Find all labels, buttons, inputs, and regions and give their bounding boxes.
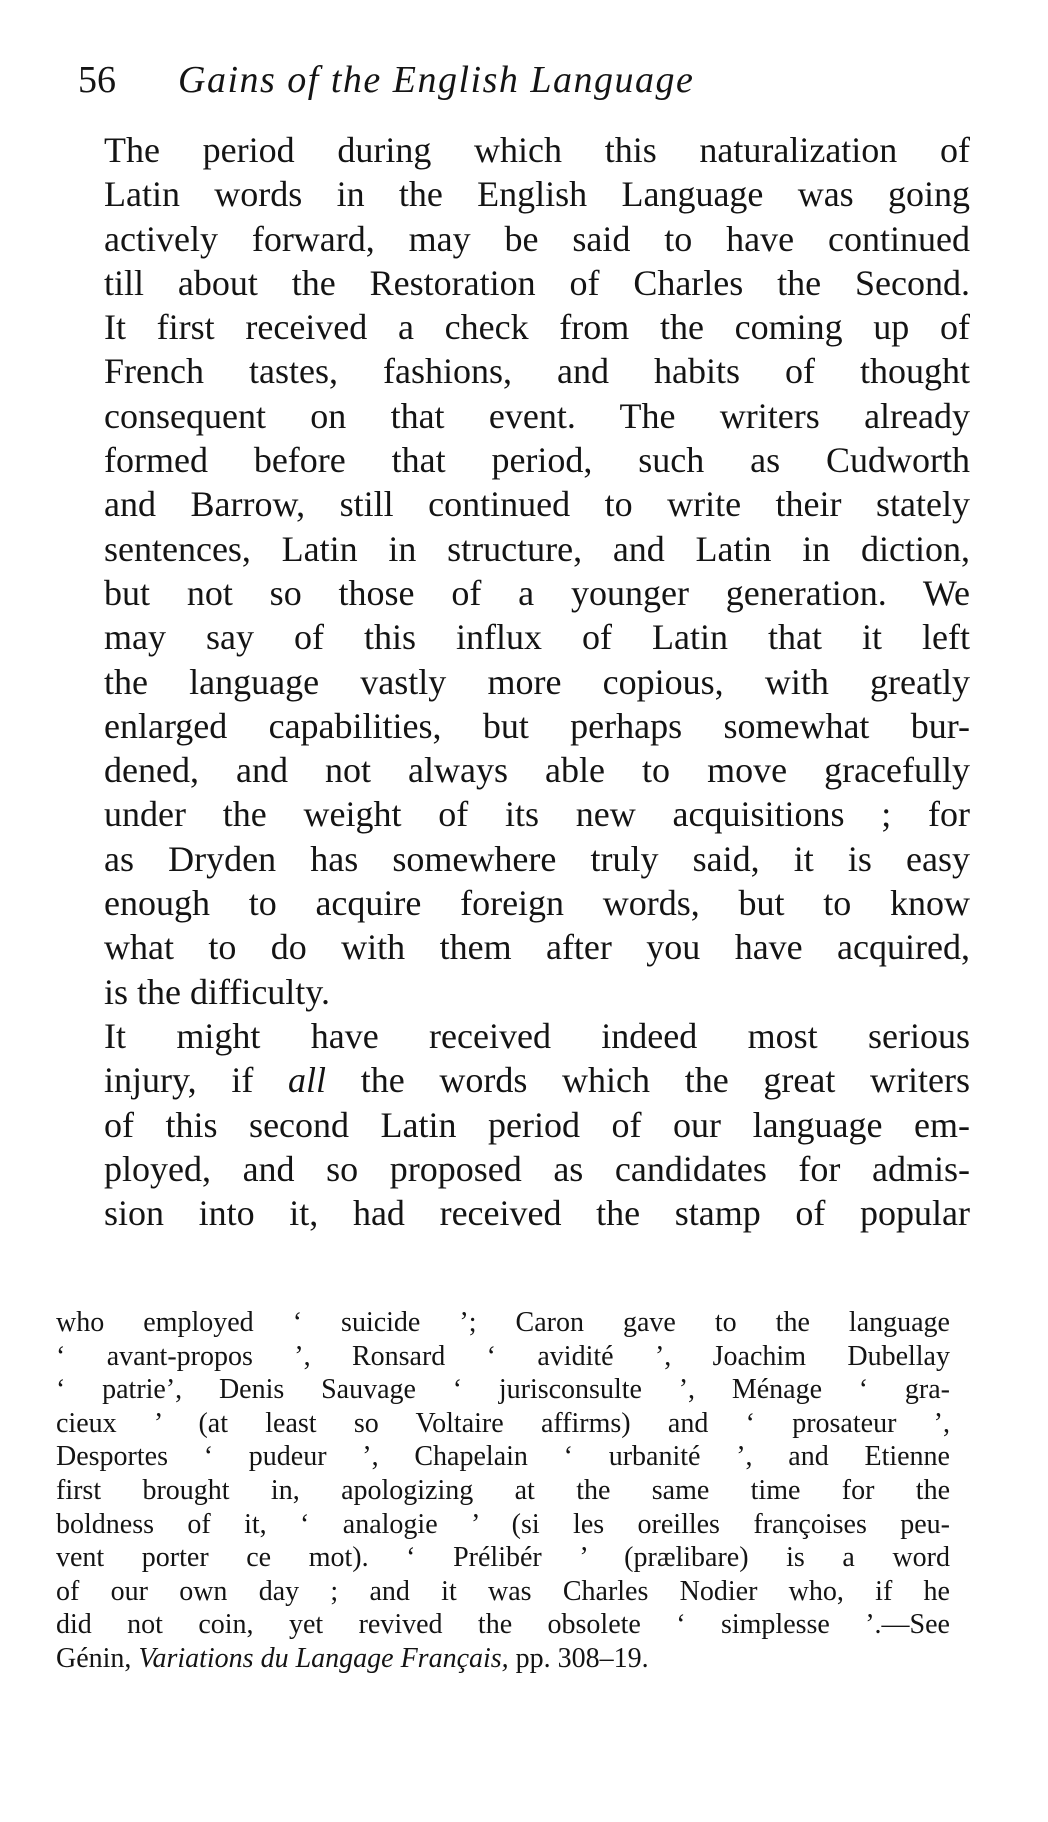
text-line: the language vastly more copious, with greatly — [104, 661, 970, 702]
footnote-line: who employed ‘ suicide ’; Caron gave to the language — [56, 1307, 950, 1338]
text-line: under the weight of its new acquisitions ; for — [104, 794, 970, 835]
footnote-line: vent porter ce mot). ‘ Prélibér ’ (prælibare) is a word — [56, 1542, 950, 1574]
main-text — [58, 128, 970, 1235]
footnote-line: Desportes ‘ pudeur ’, Chapelain ‘ urbanité ’, and Etienne — [56, 1441, 950, 1473]
text-line: ployed, and so proposed as candidates for admis- — [104, 1148, 970, 1189]
text-line: The period during which this naturalization of — [104, 130, 970, 170]
citation-pages: pp. 308–19. — [508, 1642, 649, 1674]
text-line: till about the Restoration of Charles the Second. — [104, 262, 970, 303]
text-line: but not so those of a younger generation. We — [104, 572, 970, 613]
footnote-line: ‘ avant-propos ’, Ronsard ‘ avidité ’, Joachim Dubellay — [56, 1340, 950, 1372]
footnote — [56, 1306, 950, 1676]
text-line: sion into it, had received the stamp of popular — [104, 1193, 970, 1234]
paragraph-1 — [58, 128, 970, 1014]
footnote-paragraph — [56, 1306, 950, 1676]
text-line: may say of this influx of Latin that it left — [104, 617, 970, 658]
line-segment: injury, if — [104, 1060, 289, 1101]
footnote-citation-line — [56, 1642, 950, 1676]
text-line: dened, and not always able to move gracefully — [104, 750, 970, 791]
text-line: of this second Latin period of our language em- — [104, 1104, 970, 1145]
line-segment: the words which the great writers — [326, 1060, 970, 1101]
footnote-line: cieux ’ (at least so Voltaire affirms) and ‘ prosateur ’, — [56, 1407, 950, 1439]
text-line: actively forward, may be said to have continued — [104, 218, 970, 259]
paragraph-2 — [58, 1014, 970, 1235]
emphasized-word: all — [288, 1060, 327, 1101]
text-line: It first received a check from the coming up of — [104, 307, 970, 348]
text-line: what to do with them after you have acquired, — [104, 927, 970, 968]
text-line: and Barrow, still continued to write their stately — [104, 484, 970, 525]
text-line: It might have received indeed most serious — [104, 1015, 970, 1056]
text-line: formed before that period, such as Cudworth — [104, 440, 970, 481]
footnote-line: first brought in, apologizing at the same time for the — [56, 1474, 950, 1506]
page-number: 56 — [78, 59, 116, 101]
running-title: Gains of the English Language — [178, 59, 695, 101]
text-line: is the difficulty. — [104, 971, 330, 1012]
text-line: consequent on that event. The writers already — [104, 395, 970, 436]
footnote-line: boldness of it, ‘ analogie ’ (si les oreilles françoises peu- — [56, 1508, 950, 1540]
footnote-line: of our own day ; and it was Charles Nodier who, if he — [56, 1575, 950, 1607]
text-line: as Dryden has somewhere truly said, it is easy — [104, 838, 970, 879]
text-line: French tastes, fashions, and habits of thought — [104, 351, 970, 392]
text-line-with-emphasis — [58, 1058, 970, 1102]
text-line: enough to acquire foreign words, but to know — [104, 883, 970, 924]
text-line: sentences, Latin in structure, and Latin in diction, — [104, 528, 970, 569]
footnote-line: did not coin, yet revived the obsolete ‘ simplesse ’.—See — [56, 1609, 950, 1641]
running-head — [78, 50, 878, 110]
text-line: enlarged capabilities, but perhaps somewhat bur- — [104, 705, 970, 746]
citation-author: Génin, — [56, 1642, 139, 1674]
citation-title: Variations du Langage Français, — [138, 1642, 509, 1674]
text-line: Latin words in the English Language was going — [104, 174, 970, 215]
footnote-line: ‘ patrie’, Denis Sauvage ‘ jurisconsulte ’, Ménage ‘ gra- — [56, 1374, 950, 1406]
